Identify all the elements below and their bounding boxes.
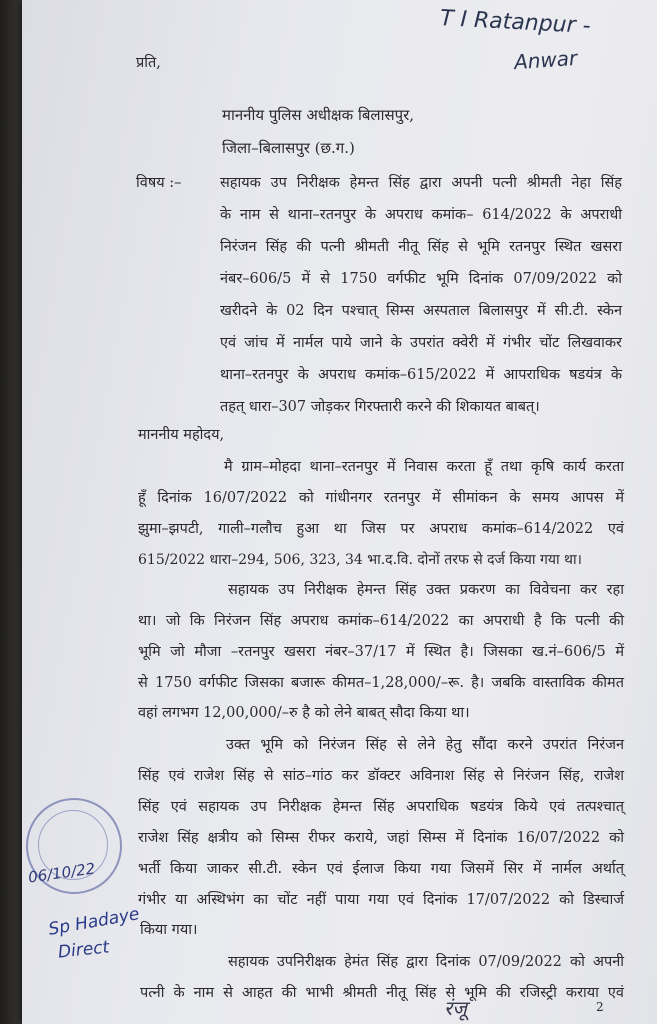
handwritten-note-ti-ratanpur: T I Ratanpur -	[439, 6, 592, 39]
paragraph-3-line: सिंह एवं सहायक उप निरीक्षक हेमन्त सिंह अपराधिक षडयंत्र किये एवं तत्पश्चात्	[138, 799, 624, 815]
handwritten-side-note: Direct	[57, 937, 111, 963]
subject-line: नंबर–606/5 में से 1750 वर्गफीट भूमि दिनांक 07/09/2022 को	[220, 271, 622, 287]
handwritten-signature-bottom: रंजू	[444, 996, 468, 1020]
paragraph-4-line: सहायक उपनिरीक्षक हेमंत सिंह द्वारा दिनांक 07/09/2022 को अपनी	[228, 954, 624, 970]
paragraph-1-line: झुमा–झपटी, गाली–गलौच हुआ था जिस पर अपराध कमांक–614/2022 एवं	[138, 521, 624, 537]
paragraph-2-line: सहायक उप निरीक्षक हेमन्त सिंह उक्त प्रकरण का विवेचना कर रहा	[228, 582, 624, 598]
paragraph-2-line: वहां लगभग 12,00,000/–रु है को लेने बाबत् सौदा किया था।	[138, 705, 470, 721]
subject-line: थाना–रतनपुर के अपराध कमांक–615/2022 में आपराधिक षडयंत्र के	[220, 367, 622, 383]
addressee-line-1: माननीय पुलिस अधीक्षक बिलासपुर,	[222, 106, 415, 124]
paragraph-1-line: मै ग्राम–मोहदा थाना–रतनपुर में निवास करता हूँ तथा कृषि कार्य करता	[224, 459, 624, 475]
subject-line: के नाम से थाना–रतनपुर के अपराध कमांक– 614/2022 के अपराधी	[220, 207, 622, 223]
stamp-date: 06/10/22	[27, 859, 97, 887]
handwritten-signature-top: Anwar	[513, 45, 578, 75]
subject-line: एवं जांच में नार्मल पाये जाने के उपरांत क्वेरी में गंभीर चोंट लिखवाकर	[220, 335, 622, 351]
page-number: 2	[596, 1000, 604, 1014]
paragraph-3-line: उक्त भूमि को निरंजन सिंह से लेने हेतु सौंदा करने उपरांत निरंजन	[226, 737, 624, 753]
paragraph-2-line: भूमि जो मौजा –रतनपुर खसरा नंबर–37/17 में स्थित है। जिसका ख.नं–606/5 में	[138, 644, 624, 660]
paragraph-2-line: था। जो कि निरंजन सिंह अपराध कमांक–614/2022 का अपराधी है कि पत्नी की	[138, 613, 624, 629]
paragraph-1-line: 615/2022 धारा–294, 506, 323, 34 भा.द.वि. दोनों तरफ से दर्ज किया गया था।	[138, 552, 582, 568]
paragraph-2-line: से 1750 वर्गफीट जिसका बजारू कीमत–1,28,000/–रू. है। जबकि वास्ताविक कीमत	[138, 675, 624, 691]
prati-label: प्रति,	[136, 55, 161, 71]
addressee-line-2: जिला–बिलासपुर (छ.ग.)	[222, 139, 355, 157]
subject-line: खरीदने के 02 दिन पश्चात् सिम्स अस्पताल बिलासपुर में सी.टी. स्केन	[220, 303, 622, 319]
subject-line: निरंजन सिंह की पत्नी श्रीमती नीतू सिंह से भूमि रतनपुर स्थित खसरा	[220, 239, 622, 255]
paragraph-3-line: राजेश सिंह क्षत्रीय को सिम्स रीफर कराये, जहां सिम्स में दिनांक 16/07/2022 को	[138, 830, 624, 846]
paragraph-1-line: हूँ दिनांक 16/07/2022 को गांधीनगर रतनपुर में सीमांकन के समय आपस में	[138, 490, 624, 506]
paragraph-3-line: भर्ती किया जाकर सी.टी. स्केन एवं ईलाज किया गया जिसमें सिर में नार्मल अर्थात्	[138, 861, 624, 877]
handwritten-side-note: Sp Hadaye	[46, 904, 141, 940]
subject-label: विषय :–	[136, 175, 182, 191]
subject-line: सहायक उप निरीक्षक हेमन्त सिंह द्वारा अपनी पत्नी श्रीमती नेहा सिंह	[220, 175, 622, 191]
subject-line: तहत् धारा–307 जोड़कर गिरफ्तारी करने की शिकायत बाबत्।	[220, 399, 540, 415]
paragraph-3-line: किया गया।	[140, 922, 198, 938]
desk-background	[0, 0, 22, 1024]
paragraph-3-line: गंभीर या अस्थिभंग का चोंट नहीं पाया गया एवं दिनांक 17/07/2022 को डिस्चार्ज	[138, 892, 624, 908]
salutation: माननीय महोदय,	[138, 427, 225, 443]
paragraph-4-line: पत्नी के नाम से आहत की भाभी श्रीमती नीतू सिंह से भूमि की रजिस्ट्री कराया एवं	[140, 985, 624, 1001]
paragraph-3-line: सिंह एवं राजेश सिंह से सांठ–गांठ कर डॉक्टर अविनाश सिंह से निरंजन सिंह, राजेश	[138, 768, 624, 784]
